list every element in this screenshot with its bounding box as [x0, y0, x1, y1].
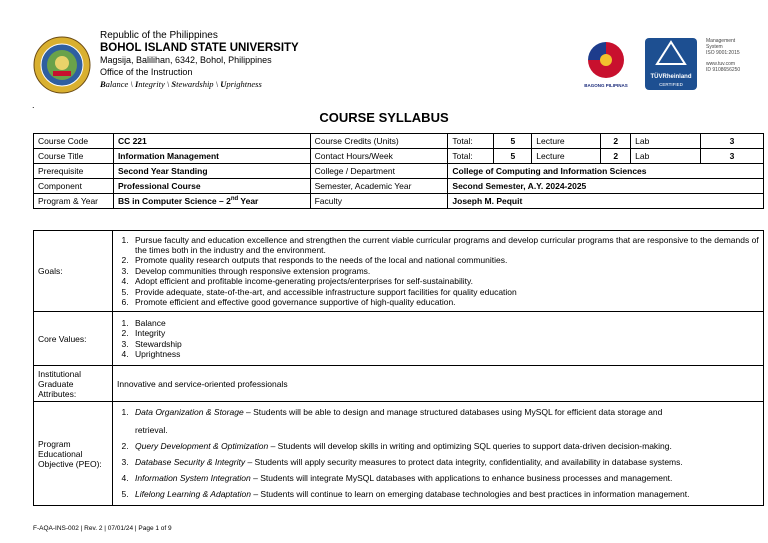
- total-label: Total:: [448, 149, 494, 164]
- peo-list: [117, 407, 759, 500]
- goals-label: Goals:: [34, 231, 113, 312]
- university-name: BOHOL ISLAND STATE UNIVERSITY: [100, 42, 299, 54]
- list-item: 5. Lifelong Learning & Adaptation – Students will continue to learn on emerging database technologies and best practices in information management.: [131, 489, 759, 500]
- office-name: Office of the Instruction: [100, 67, 193, 77]
- credits-lab: 3: [701, 134, 764, 149]
- table-row: [34, 402, 764, 506]
- component-label: Component: [34, 179, 114, 194]
- cert-id-line: www.tuv.com: [706, 61, 736, 67]
- college-label: College / Department: [310, 164, 448, 179]
- faculty-label: Faculty: [310, 194, 448, 209]
- course-info-table: [33, 133, 764, 209]
- prereq-label: Prerequisite: [34, 164, 114, 179]
- program-value: BS in Computer Science – 2nd Year: [113, 194, 310, 209]
- table-row: [34, 149, 764, 164]
- table-row: [34, 312, 764, 366]
- mgmt-line: System: [706, 44, 723, 50]
- course-title-label: Course Title: [34, 149, 114, 164]
- course-title-value: Information Management: [113, 149, 310, 164]
- list-item: 4. Uprightness: [131, 349, 759, 359]
- table-row: [34, 231, 764, 312]
- semester-value: Second Semester, A.Y. 2024-2025: [448, 179, 764, 194]
- iga-value: Innovative and service-oriented professionals: [113, 366, 764, 402]
- component-value: Professional Course: [113, 179, 310, 194]
- list-item: 3. Develop communities through responsive extension programs.: [131, 266, 759, 276]
- core-values-label: Core Values:: [34, 312, 113, 366]
- university-address: Magsija, Balilihan, 6342, Bohol, Philippines: [100, 55, 272, 65]
- list-item: 6. Promote efficient and effective good governance supportive of high-quality education.: [131, 297, 759, 307]
- page-marker: .: [32, 100, 35, 110]
- value-word: Uprightness: [220, 79, 262, 89]
- credits-total: 5: [494, 134, 532, 149]
- republic-text: Republic of the Philippines: [100, 30, 218, 41]
- value-word: Integrity: [134, 79, 165, 89]
- list-item: 2. Integrity: [131, 328, 759, 338]
- iso-certification-text: [706, 38, 766, 73]
- list-item: 1. Pursue faculty and education excellence and strengthen the current viable curricular programs and develop curricular programs that are responsive to the demands of the times both in the industry and the environment.: [131, 235, 759, 256]
- faculty-value: Joseph M. Pequit: [448, 194, 764, 209]
- mgmt-line: ISO 9001:2015: [706, 50, 740, 56]
- list-item: 4. Information System Integration – Students will integrate MySQL databases with applications to enhance business processes and management.: [131, 473, 759, 484]
- iga-label: Institutional Graduate Attributes:: [34, 366, 113, 402]
- list-item: 4. Adopt efficient and profitable income-generating projects/enterprises for self-sustainability.: [131, 276, 759, 286]
- page-footer: F-AQA-INS-002 | Rev. 2 | 07/01/24 | Page 1 of 9: [33, 525, 172, 532]
- total-label: Total:: [448, 134, 494, 149]
- bagong-pilipinas-label: BAGONG PILIPINAS: [584, 83, 628, 88]
- list-item: 2. Promote quality research outputs that responds to the needs of the local and national communities.: [131, 255, 759, 265]
- list-item: 2. Query Development & Optimization – Students will develop skills in writing and optimizing SQL queries to support data-driven decision-making.: [131, 441, 759, 452]
- list-item: 1. Data Organization & Storage – Students will be able to design and manage structured databases using MySQL for efficient data storage and retrieval.: [131, 407, 759, 436]
- lecture-label: Lecture: [532, 149, 601, 164]
- values-tagline: Balance \ Integrity \ Stewardship \ Uprightness: [100, 79, 262, 89]
- core-values-cell: [113, 312, 764, 366]
- goals-table: [33, 230, 764, 506]
- lab-label: Lab: [631, 149, 701, 164]
- table-row: [34, 179, 764, 194]
- tuv-triangle-icon: [645, 38, 697, 68]
- contact-lecture: 2: [601, 149, 631, 164]
- lab-label: Lab: [631, 134, 701, 149]
- goals-list-cell: [113, 231, 764, 312]
- value-word: Balance: [100, 79, 129, 89]
- contact-label: Contact Hours/Week: [310, 149, 448, 164]
- lecture-label: Lecture: [532, 134, 601, 149]
- table-row: [34, 134, 764, 149]
- credits-lecture: 2: [601, 134, 631, 149]
- tuv-label: TÜVRheinland: [650, 74, 692, 80]
- table-row: [34, 366, 764, 402]
- goals-list: [117, 235, 759, 308]
- university-seal-logo: [33, 36, 91, 94]
- list-item: 3. Database Security & Integrity – Students will apply security measures to protect data integrity, confidentiality, and availability in database systems.: [131, 457, 759, 468]
- credits-label: Course Credits (Units): [310, 134, 448, 149]
- program-label: Program & Year: [34, 194, 114, 209]
- table-row: [34, 164, 764, 179]
- course-code-label: Course Code: [34, 134, 114, 149]
- prereq-value: Second Year Standing: [113, 164, 310, 179]
- peo-label: Program Educational Objective (PEO):: [34, 402, 113, 506]
- peo-cell: [113, 402, 764, 506]
- list-item: 1. Balance: [131, 318, 759, 328]
- list-item: 3. Stewardship: [131, 339, 759, 349]
- tuv-certified: CERTIFIED: [659, 82, 683, 87]
- table-row: [34, 194, 764, 209]
- semester-label: Semester, Academic Year: [310, 179, 448, 194]
- core-values-list: [117, 318, 759, 360]
- header-text-block: [100, 30, 360, 90]
- list-item: 5. Provide adequate, state-of-the-art, and accessible infrastructure support facilities for quality education: [131, 287, 759, 297]
- contact-lab: 3: [701, 149, 764, 164]
- mgmt-line: Management: [706, 38, 736, 44]
- course-code-value: CC 221: [113, 134, 310, 149]
- tuv-certification-logo: [645, 38, 697, 90]
- page-title: COURSE SYLLABUS: [319, 110, 449, 125]
- cert-id-line: ID 9108656250: [706, 67, 741, 73]
- value-word: Stewardship: [171, 79, 214, 89]
- contact-total: 5: [494, 149, 532, 164]
- college-value: College of Computing and Information Sciences: [448, 164, 764, 179]
